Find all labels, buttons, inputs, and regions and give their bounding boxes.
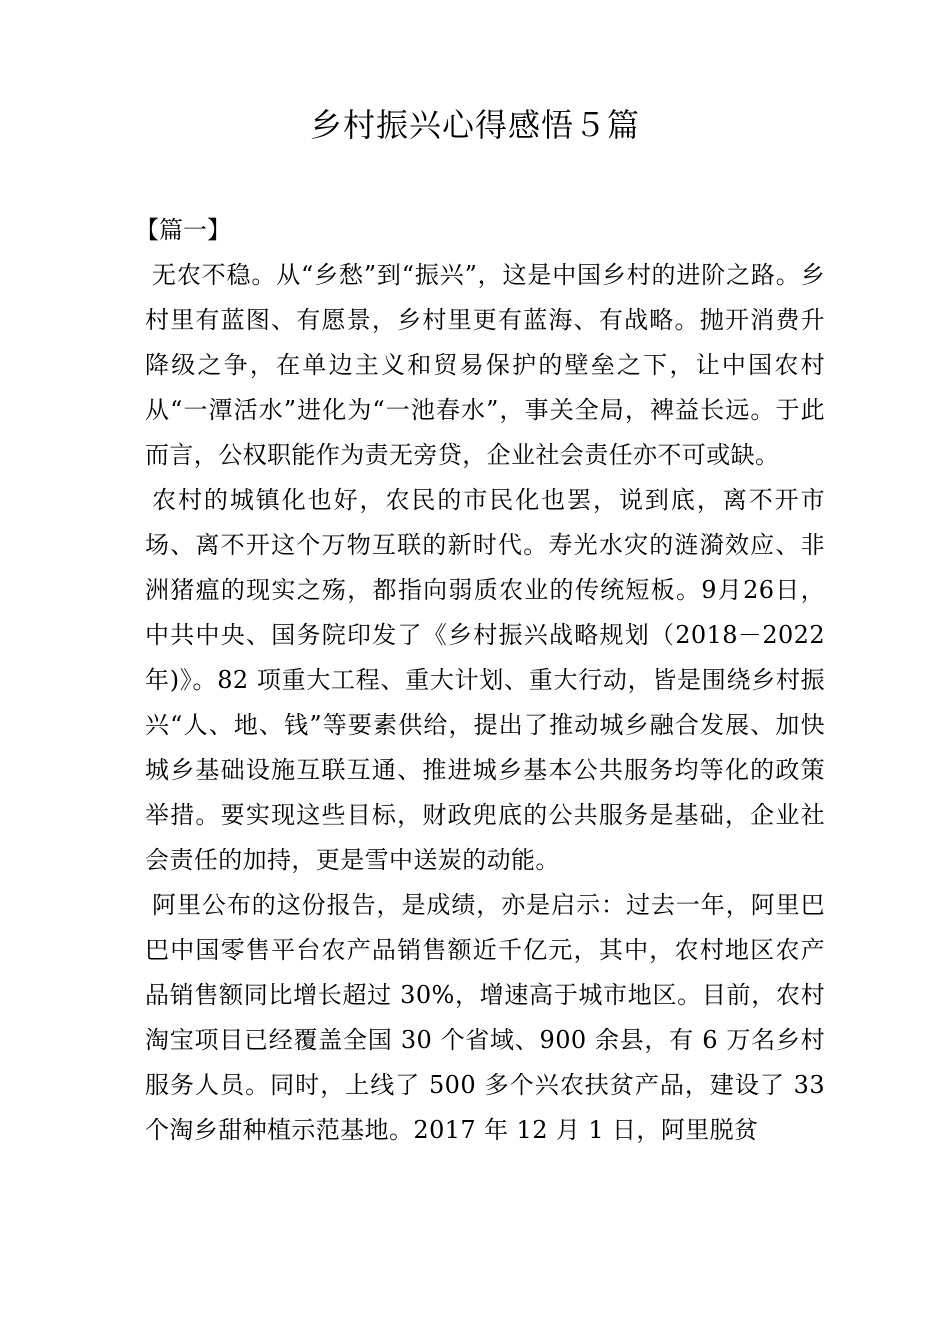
paragraph: 阿里公布的这份报告，是成绩，亦是启示：过去一年，阿里巴巴中国零售平台农产品销售额近千亿元，其中，农村地区农产品销售额同比增长超过 30%，增速高于城市地区。目前，农村淘宝项目已经覆盖全国 30 个省域、900 余县，有 6 万名乡村服务人员。同时，上线了 500 多个兴农扶贫产品，建设了 33 个淘乡甜种植示范基地。2017 年 12 月 1 日，阿里脱贫 — [145, 891, 825, 1144]
paragraph: 无农不稳。从“乡愁”到“振兴”，这是中国乡村的进阶之路。乡村里有蓝图、有愿景，乡村里更有蓝海、有战略。抛开消费升降级之争，在单边主义和贸易保护的壁垒之下，让中国农村从“一潭活水”进化为“一池春水”，事关全局，裨益长远。于此而言，公权职能作为责无旁贷，企业社会责任亦不可或缺。 — [145, 261, 825, 469]
paragraph: 农村的城镇化也好，农民的市民化也罢，说到底，离不开市场、离不开这个万物互联的新时代。寿光水灾的涟漪效应、非洲猪瘟的现实之殇，都指向弱质农业的传统短板。9月26日，中共中央、国务院印发了《乡村振兴战略规划（2018－2022 年)》。82 项重大工程、重大计划、重大行动，皆是围绕乡村振兴“人、地、钱”等要素供给，提出了推动城乡融合发展、加快城乡基础设施互联互通、推进城乡基本公共服务均等化的政策举措。要实现这些目标，财政兜底的公共服务是基础，企业社会责任的加持，更是雪中送炭的动能。 — [145, 486, 825, 874]
section-heading: 【篇一】 — [135, 216, 231, 244]
document-title: 乡村振兴心得感悟５篇 — [309, 106, 640, 144]
body-text — [145, 253, 825, 1153]
